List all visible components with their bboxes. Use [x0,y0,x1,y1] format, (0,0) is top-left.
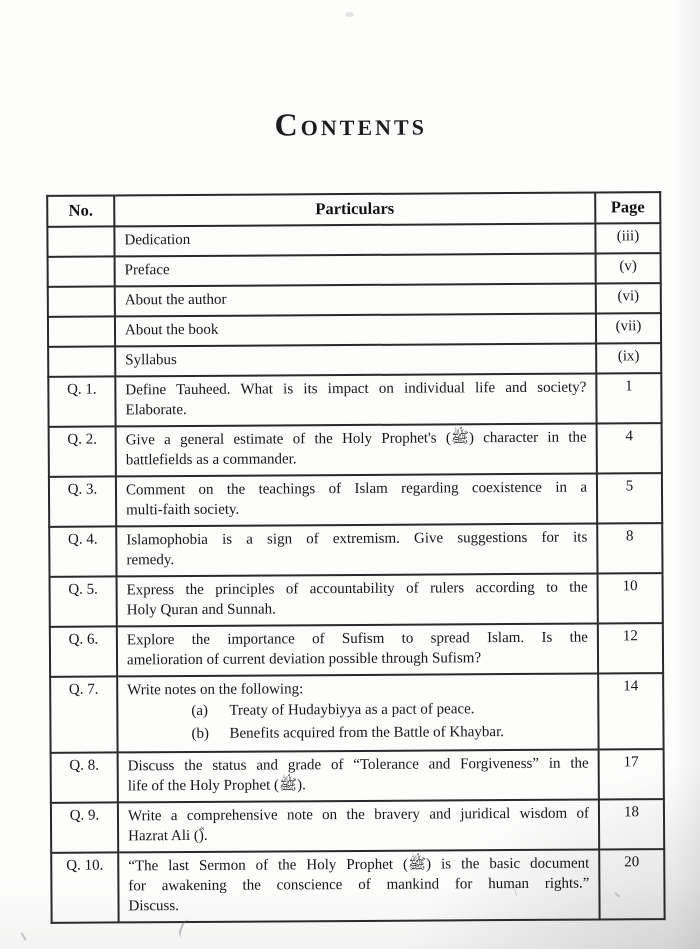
row-page-cell: 10 [598,573,663,623]
row-page-cell: 1 [596,373,661,423]
subitem-label: (b) [191,725,210,742]
row-page-cell: (iii) [595,223,660,253]
row-number-cell [47,226,114,256]
row-particulars-cell [114,224,595,257]
row-number-cell: Q. 8. [51,752,118,802]
table-row [47,223,660,257]
row-number-cell: Q. 6. [50,626,117,676]
row-number-cell: Q. 4. [49,526,116,576]
particulars-subitem [127,698,588,724]
row-page-cell: 20 [599,849,664,919]
particulars-subitem [127,721,588,747]
particulars-line: Hazrat Ali (ؓ). [128,827,208,845]
row-number-cell [48,346,115,376]
table-row [51,749,664,803]
particulars-line: About the book [124,321,219,339]
row-particulars-cell [116,523,597,576]
table-row [49,423,662,477]
subitem-text: Benefits acquired from the Battle of Khaybar. [229,724,505,742]
row-particulars-cell [118,799,599,852]
table-row [49,473,662,527]
particulars-line: Holy Quran and Sunnah. [126,601,276,619]
scan-smudge [345,12,354,17]
scan-smudge [20,928,33,941]
row-number-cell: Q. 9. [51,802,118,852]
row-particulars-cell [118,749,599,802]
row-number-cell: Q. 5. [50,576,117,626]
column-header-page: Page [595,192,660,223]
particulars-line: multi-faith society. [126,501,240,519]
particulars-line: Express the principles of accountability of rulers according to the [126,579,588,599]
row-page-cell: (vi) [596,283,661,313]
particulars-line: Define Tauheed. What is its impact on individual life and society? [125,379,587,399]
particulars-line: Syllabus [125,352,177,369]
table-row [48,313,661,347]
row-particulars-cell [118,849,599,922]
row-page-cell: 12 [598,623,663,673]
row-number-cell [48,316,115,346]
particulars-line: Explore the importance of Sufism to spread Islam. Is the [126,629,588,649]
row-particulars-cell [117,673,598,752]
row-particulars-cell [117,573,598,626]
particulars-line: Write a comprehensive note on the bravery and juridical wisdom of [127,805,590,825]
table-row [48,253,661,287]
row-number-cell: Q. 3. [49,476,116,526]
row-particulars-cell [115,314,596,347]
row-page-cell: 4 [597,423,662,473]
row-particulars-cell [115,344,596,377]
row-number-cell [48,256,115,286]
particulars-line: remedy. [126,552,175,569]
table-row [50,623,663,677]
particulars-line: Give a general estimate of the Holy Prophet's (ﷺ) character in the [125,429,587,449]
table-row [50,673,663,753]
subitem-text: Treaty of Hudaybiyya as a pact of peace. [229,701,475,719]
row-particulars-cell [116,424,597,477]
row-number-cell: Q. 7. [50,676,117,752]
row-number-cell [48,286,115,316]
column-header-no: No. [47,195,114,226]
row-page-cell: (vii) [596,313,661,343]
row-page-cell: 14 [598,673,663,749]
particulars-line: Discuss. [128,898,180,915]
row-particulars-cell [115,374,596,427]
particulars-line: amelioration of current deviation possible through Sufism? [126,650,482,669]
particulars-line: Preface [124,262,170,279]
page-title: Contents [274,105,427,143]
row-particulars-cell [117,623,598,676]
table-row [50,573,663,627]
table-row [48,283,661,317]
row-page-cell: 17 [599,749,664,799]
table-header-row [47,192,660,227]
particulars-line: Islamophobia is a sign of extremism. Give suggestions for its [126,529,588,549]
subitem-label: (a) [191,702,209,719]
particulars-line: Elaborate. [125,402,187,419]
particulars-line: Write notes on the following: [127,681,304,699]
contents-table [46,191,665,924]
row-number-cell: Q. 10. [51,852,118,922]
row-particulars-cell [115,284,596,317]
particulars-line: About the author [124,291,227,309]
row-page-cell: (v) [596,253,661,283]
row-page-cell: 5 [597,473,662,523]
table-row [51,849,664,923]
table-row [49,523,662,577]
column-header-particulars: Particulars [114,193,595,227]
row-page-cell: 18 [599,799,664,849]
particulars-line: Comment on the teachings of Islam regarding coexistence in a [125,479,588,499]
table-row [51,799,664,853]
particulars-line: Dedication [124,231,191,249]
table-row [48,343,661,377]
particulars-line: life of the Holy Prophet (ﷺ). [127,777,306,795]
row-particulars-cell [115,254,596,287]
row-number-cell: Q. 1. [48,376,115,426]
table-row [48,373,661,427]
row-page-cell: 8 [597,523,662,573]
particulars-line: Discuss the status and grade of “Tolerance and Forgiveness” in the [127,755,589,775]
row-particulars-cell [116,474,597,527]
particulars-line: for awakening the conscience of mankind for human rights.” [128,875,590,895]
particulars-line: “The last Sermon of the Holy Prophet (ﷺ) is the basic document [128,855,590,875]
row-number-cell: Q. 2. [49,426,116,476]
contents-table-body [47,223,664,923]
particulars-line: battlefields as a commander. [125,451,297,469]
row-page-cell: (ix) [596,343,661,373]
